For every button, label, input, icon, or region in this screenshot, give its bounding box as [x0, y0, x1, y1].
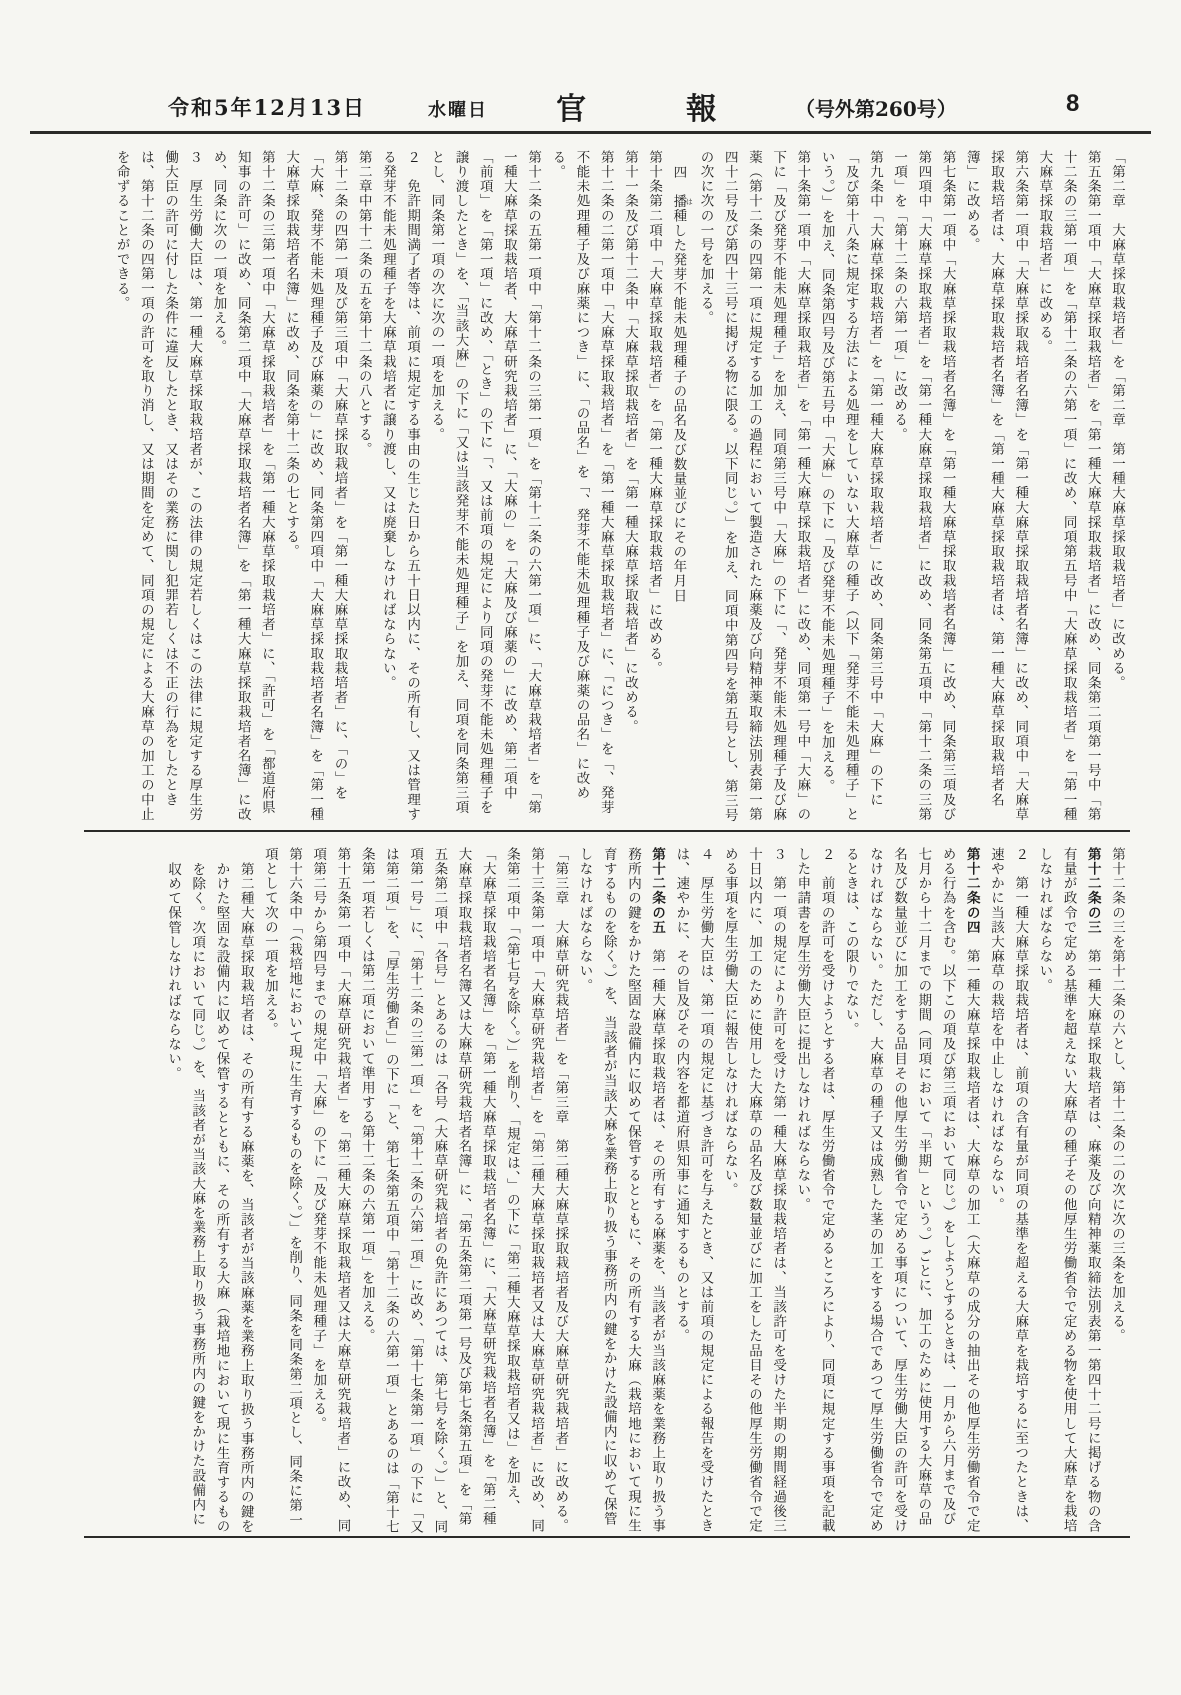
- text-segment: 第十二条の四: [963, 847, 980, 935]
- paragraph: [1105, 150, 1129, 826]
- text-segment: 四: [670, 165, 687, 195]
- text-segment: ３ 厚生労働大臣は、第一種大麻草採取栽培者が、この法律の規定若しくはこの法律に規定する厚生労働大臣の許可に付した条件に違反したとき、又はその業務に関し犯罪若しくは不正の行為をしたときは、第十二条の四第一項の許可を取り消し、又は期間を定めて、同項の規定による大麻草の加工の中止を命ずることができる。: [113, 150, 203, 822]
- paragraph: [545, 150, 618, 826]
- masthead-title: [556, 84, 716, 128]
- text-segment: 第十二条の五第一項中「第十二条の三第一項」を「第十二条の六第一項」に、「大麻草栽培者」を「第一種大麻草採取栽培者、大麻草研究栽培者」に、「大麻の」を「大麻及び麻薬の」に改め、第二項中「前項」を「第一項」に改め、「とき」の下に「、又は前項の規定により同項の発芽不能未処理種子を譲り渡したとき」を、「当該大麻」の下に「又は当該発芽不能未処理種子」を加え、同項を同条第三項とし、同条第一項の次に次の一項を加える。: [428, 150, 542, 815]
- lower-text-block: [86, 847, 1129, 1536]
- paragraph: [548, 847, 572, 1536]
- text-segment: 「第三章 大麻草研究栽培者」を「第三章 第二種大麻草採取栽培者及び大麻草研究栽培者」に改める。: [552, 847, 569, 1534]
- issue-date: 令和5年12月13日: [168, 95, 367, 120]
- paragraph: [984, 847, 1032, 1536]
- paragraph: [666, 150, 693, 826]
- text-segment: 第二種大麻草採取栽培者は、その所有する麻薬を、当該者が当該麻薬を業務上取り扱う事務所内の鍵をかけた堅固な設備内に収めて保管するとともに、その所有する大麻（栽培地において現に生育するものを除く。次項において同じ。）を、当該者が当該大麻を業務上取り扱う事務所内の鍵をかけた設備内に収めて保管しなければならない。: [165, 862, 254, 1534]
- text-segment: 第一種大麻草採取栽培者は、その所有する麻薬を、当該者が当該麻薬を業務上取り扱う事務所内の鍵をかけた堅固な設備内に収めて保管するとともに、その所有する大麻（栽培地において現に生育するものを除く。）を、当該者が当該大麻を業務上取り扱う事務所内の鍵をかけた設備内に収めて保管しなければならない。: [576, 847, 666, 1534]
- paragraph: [109, 150, 206, 826]
- paragraph: [352, 150, 376, 826]
- text-segment: 第十二条の三を第十二条の六とし、第十二条の二の次に次の三条を加える。: [1109, 847, 1125, 1344]
- text-segment: 第十五条第一項中「大麻草研究栽培者」を「第二種大麻草採取栽培者又は大麻草研究栽培者」に改め、同項第二号から第四号までの規定中「大麻」の下に「及び発芽不能未処理種子」を加える。: [310, 847, 351, 1534]
- text-segment: 第十二条の二第一項中「大麻草採取栽培者」を「第一種大麻草採取栽培者」に、「につき」を「、発芽不能未処理種子及び麻薬につき」に、「の品名」を「、発芽不能未処理種子及び麻薬の品名」に改める。: [549, 150, 614, 815]
- ruby-annotation: は: [685, 194, 694, 209]
- paragraph: [306, 847, 354, 1536]
- text-segment: 第十二条の五: [649, 847, 666, 935]
- paragraph: [814, 150, 887, 826]
- paragraph: [642, 150, 666, 826]
- text-segment: 第十条第二項中「大麻草採取栽培者」を「第一種大麻草採取栽培者」に改める。: [646, 150, 663, 676]
- paragraph: [790, 847, 838, 1536]
- paragraph: [693, 150, 814, 826]
- text-segment: 種した発芽不能未処理種子の品名及び数量並びにその年月日: [670, 208, 687, 604]
- bottom-rule: [84, 1536, 1130, 1538]
- text-segment: 「第二章 大麻草採取栽培者」を「第二章 第一種大麻草採取栽培者」に改める。: [1109, 150, 1125, 691]
- text-segment: 第十二条の三第一項中「大麻草採取栽培者」を「第一種大麻草採取栽培者」に、「許可」を「都道府県知事の許可」に改め、同条第二項中「大麻草採取栽培者名簿」を「第一種大麻草採取栽培者名簿」に改め、同条に次の一項を加える。: [210, 150, 275, 822]
- text-segment: 第十二条の三: [1084, 847, 1101, 935]
- paragraph: [960, 150, 1033, 826]
- header-rule: [30, 131, 1151, 134]
- upper-text-block: [86, 150, 1129, 826]
- text-segment: 第十三条第一項中「大麻草研究栽培者」を「第二種大麻草採取栽培者又は大麻草研究栽培者」に改め、同条第二項中「（第七号を除く。）」を削り、「規定は、」の下に「第二種大麻草採取栽培者又は」を加え、「大麻草採取栽培者名簿」を「第一種大麻草採取栽培者名簿」に、「大麻草研究栽培者名簿」を「第二種大麻草採取栽培者名簿又は大麻草研究栽培者名簿」に、「第五条第二項第一号及び第七条第五項」を「第五条第二項中「各号」とあるのは「各号（大麻草研究栽培者の免許にあつては、第七号を除く。）」と、同項第一号」に、「第十二条の三第一項」を「第十二条の六第一項」に改め、「第十七条第一項」の下に「又は第二項」を、「厚生労働省」」の下に「と、第七条第五項中「第十二条の六第一項」とあるのは「第十七条第一項若しくは第二項において準用する第十二条の六第一項」を加える。: [358, 847, 545, 1535]
- paragraph: [376, 150, 424, 826]
- weekday-label: 水曜日: [428, 100, 488, 121]
- page-number: 8: [1066, 90, 1080, 117]
- paragraph: [718, 847, 791, 1536]
- text-segment: 第一種大麻草採取栽培者は、大麻草の加工（大麻草の成分の抽出その他厚生労働省令で定める行為を含む。以下この項及び第三項において同じ。）をしようとするときは、一月から六月まで及び七月から十二月までの期間（同項において「半期」という。）ごとに、加工のために使用する大麻草の品名及び数量並びに加工をする品目その他厚生労働省令で定める事項について、厚生労働大臣の許可を受けなければならない。ただし、大麻草の種子又は成熟した茎の加工をする場合であつて厚生労働省令で定めるときは、この限りでない。: [842, 847, 980, 1534]
- paragraph: [279, 150, 352, 826]
- issue-number: （号外第260号）: [795, 97, 957, 121]
- text-segment: ２ 第一種大麻草採取栽培者は、前項の含有量が同項の基準を超える大麻草を栽培するに至つたときは、速やかに当該大麻草の栽培を中止しなければならない。: [987, 847, 1029, 1534]
- block-divider-rule: [84, 830, 1130, 832]
- paragraph: [572, 847, 669, 1536]
- masthead-char-pou: 報: [686, 92, 716, 127]
- paragraph: [1032, 150, 1105, 826]
- paragraph: [839, 847, 984, 1536]
- paragraph: [618, 150, 642, 826]
- paragraph: [424, 150, 545, 826]
- text-segment: ３ 第一項の規定により許可を受けた第一種大麻草採取栽培者は、当該許可を受けた半期の期間経過後三十日以内に、加工のために使用した大麻草の品名及び数量並びに加工をした品目その他厚生労働省令で定める事項を厚生労働大臣に報告しなければならない。: [721, 847, 787, 1534]
- text-segment: ２ 免許期間満了者等は、前項に規定する事由の生じた日から五十日以内に、その所有し、又は管理する発芽不能未処理種子を大麻草栽培者に譲り渡し、又は廃棄しなければならない。: [379, 150, 421, 822]
- text-segment: 第七条第一項中「大麻草採取栽培者名簿」を「第一種大麻草採取栽培者名簿」に改め、同条第三項及び第四項中「大麻草採取栽培者」を「第一種大麻草採取栽培者」に改め、同条第五項中「第十二条の三第一項」を「第十二条の六第一項」に改める。: [891, 150, 956, 822]
- text-segment: 第十一条及び第十二条中「大麻草採取栽培者」を「第一種大麻草採取栽培者」に改める。: [621, 150, 638, 734]
- text-segment: 第五条第一項中「大麻草採取栽培者」を「第一種大麻草採取栽培者」に改め、同条第二項第一号中「第十二条の三第一項」を「第十二条の六第一項」に改め、同項第五号中「大麻草採取栽培者」を「第一種大麻草採取栽培者」に改める。: [1036, 150, 1101, 822]
- text-segment: 第六条第一項中「大麻草採取栽培者名簿」を「第一種大麻草採取栽培者名簿」に改め、同項中「大麻草採取栽培者は、大麻草採取栽培者名簿」を「第一種大麻草採取栽培者は、第一種大麻草採取栽培者名簿」に改める。: [963, 150, 1029, 822]
- paragraph: [669, 847, 717, 1536]
- text-segment: ４ 厚生労働大臣は、第一項の規定に基づき許可を与えたとき、又は前項の規定による報告を受けたときは、速やかに、その旨及びその内容を都道府県知事に通知するものとする。: [673, 847, 714, 1534]
- text-segment: 第十二条の四第一項及び第三項中「大麻草採取栽培者」を「第一種大麻草採取栽培者」に、「の」を「大麻、発芽不能未処理種子及び麻薬の」に改め、同条第四項中「大麻草採取栽培者名簿」を「第一種大麻草採取栽培者名簿」に改め、同条を第十二条の七とする。: [283, 150, 348, 822]
- text-segment: ２ 前項の許可を受けようとする者は、厚生労働省令で定めるところにより、同項に規定する事項を記載した申請書を厚生労働大臣に提出しなければならない。: [794, 847, 835, 1534]
- text-segment: 播: [670, 194, 687, 209]
- paragraph: [1032, 847, 1105, 1536]
- text-segment: 第九条中「大麻草採取栽培者」を「第一種大麻草採取栽培者」に改め、同条第三号中「大麻」の下に「及び第十八条に規定する方法による処理をしていない大麻草の種子（以下「発芽不能未処理種子」という。）」を加え、同条第四号及び第五号中「大麻」の下に「及び発芽不能未処理種子」を加える。: [818, 150, 883, 822]
- text-segment: 第二章中第十二条の五を第十二条の八とする。: [355, 150, 372, 457]
- text-segment: 第十六条中「（栽培地において現に生育するものを除く。）」を削り、同条を同条第二項とし、同条に第一項として次の一項を加える。: [261, 847, 303, 1528]
- paragraph: [887, 150, 960, 826]
- paragraph: [161, 847, 258, 1536]
- text-segment: 第十条第一項中「大麻草採取栽培者」を「第一種大麻草採取栽培者」に改め、同項第一号中「大麻」の下に「及び発芽不能未処理種子」を加え、同項第三号中「大麻」の下に「、発芽不能未処理種子及び麻薬（第十二条の四第一項に規定する加工の過程において製造された麻薬及び向精神薬取締法別表第一第四十二号及び第四十三号に掲げる物に限る。以下同じ。）」を加え、同項中第四号を第五号とし、第三号の次に次の一号を加える。: [697, 150, 811, 823]
- paragraph: [355, 847, 549, 1536]
- paragraph: [206, 150, 279, 826]
- paragraph: [258, 847, 306, 1536]
- masthead-char-kan: 官: [556, 92, 586, 127]
- paragraph: [1105, 847, 1129, 1536]
- text-segment: 第一種大麻草採取栽培者は、麻薬及び向精神薬取締法別表第一第四十二号に掲げる物の含有量が政令で定める基準を超えない大麻草の種子その他厚生労働省令で定める物を使用して大麻草を栽培しなければならない。: [1036, 847, 1101, 1534]
